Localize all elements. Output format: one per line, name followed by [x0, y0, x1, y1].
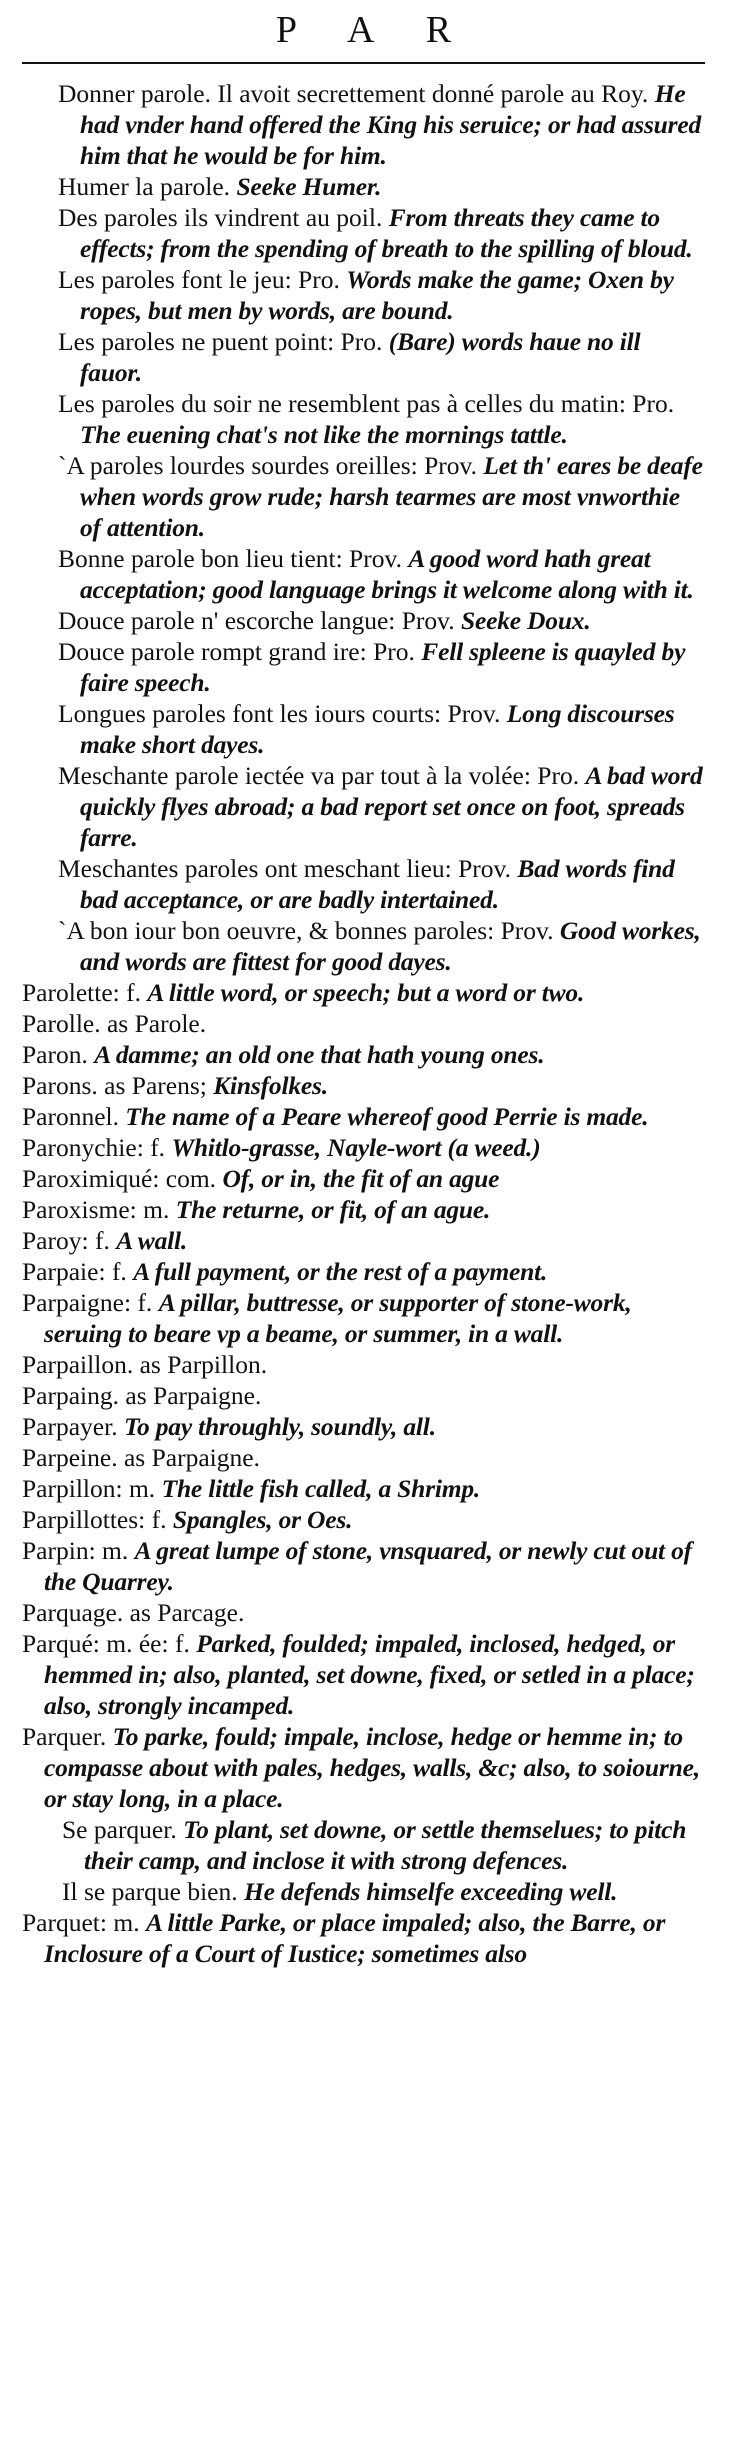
entry-headword: `A paroles lourdes sourdes oreilles: Prov. [58, 451, 478, 480]
running-head: P A R [275, 9, 474, 51]
entry-headword: Parqué: [22, 1629, 100, 1658]
dictionary-entry [22, 977, 705, 1008]
entry-grammar: f. [94, 1226, 110, 1255]
entry-definition: From threats they came to effects; from the spending of breath to the spilling of bloud. [80, 203, 693, 263]
dictionary-entry [22, 1349, 705, 1380]
entry-definition: Let th' eares be deafe when words grow rude; harsh tearmes are most vnworthie of attention. [80, 451, 703, 542]
entry-headword: Parpillon: [22, 1474, 123, 1503]
entry-definition: A good word hath great acceptation; good language brings it welcome along with it. [80, 544, 694, 604]
dictionary-entry [22, 1597, 705, 1628]
dictionary-entry [22, 1628, 705, 1721]
dictionary-entry [22, 264, 705, 326]
entry-definition: Seeke Humer. [236, 172, 382, 201]
entry-definition: To pay throughly, soundly, all. [123, 1412, 436, 1441]
entry-definition: A damme; an old one that hath young ones. [94, 1040, 545, 1069]
entry-headword: Paronnel. [22, 1102, 120, 1131]
entry-headword: Paronychie: [22, 1133, 144, 1162]
entry-grammar: com. [165, 1164, 217, 1193]
entry-headword: Meschantes paroles ont meschant lieu: Prov. [58, 854, 511, 883]
entry-headword: Les paroles font le jeu: Pro. [58, 265, 340, 294]
entry-definition: The name of a Peare whereof good Perrie is made. [125, 1102, 649, 1131]
entry-headword: Paroxisme: [22, 1195, 137, 1224]
dictionary-entry [22, 605, 705, 636]
dictionary-entry [22, 760, 705, 853]
entry-headword: Paroy: [22, 1226, 89, 1255]
entry-definition: Good workes, and words are fittest for good dayes. [80, 916, 701, 976]
entry-headword: Bonne parole bon lieu tient: Prov. [58, 544, 402, 573]
entry-headword: Parpayer. [22, 1412, 118, 1441]
entry-grammar: m. [102, 1536, 129, 1565]
entry-definition: Bad words find bad acceptance, or are badly intertained. [80, 854, 675, 914]
entry-grammar: m. [113, 1908, 140, 1937]
entry-grammar: as Parpaigne. [123, 1443, 260, 1472]
dictionary-entry [22, 1876, 705, 1907]
dictionary-entry [22, 1411, 705, 1442]
entry-headword: Parpin: [22, 1536, 96, 1565]
dictionary-entry [22, 202, 705, 264]
dictionary-entry [22, 1008, 705, 1039]
entry-grammar: as Parpillon. [139, 1350, 268, 1379]
entry-definition: To parke, fould; impale, inclose, hedge or hemme in; to compasse about with pales, hedges, walls, &c; also, to soiourne, or stay long, in a place. [44, 1722, 700, 1813]
entry-grammar: f. [111, 1257, 127, 1286]
header-rule [22, 62, 705, 64]
dictionary-entry [22, 1039, 705, 1070]
entry-definition: Of, or in, the fit of an ague [222, 1164, 500, 1193]
entry-headword: Humer la parole. [58, 172, 231, 201]
dictionary-entry [22, 543, 705, 605]
dictionary-entry [22, 1163, 705, 1194]
entry-headword: Des paroles ils vindrent au poil. [58, 203, 383, 232]
entry-headword: Donner parole. Il avoit secrettement donné parole au Roy. [58, 79, 649, 108]
entry-grammar: as Parole. [106, 1009, 207, 1038]
dictionary-entry [22, 1380, 705, 1411]
entry-headword: `A bon iour bon oeuvre, & bonnes paroles: Prov. [58, 916, 554, 945]
entry-grammar: m. [143, 1195, 170, 1224]
dictionary-entry [22, 1287, 705, 1349]
entry-grammar: as Parcage. [129, 1598, 245, 1627]
entry-definition: A pillar, buttresse, or supporter of stone-work, seruing to beare vp a beame, or summer, in a wall. [44, 1288, 632, 1348]
entry-definition: A bad word quickly flyes abroad; a bad report set once on foot, spreads farre. [80, 761, 703, 852]
entry-headword: Parpaie: [22, 1257, 106, 1286]
dictionary-entry [22, 1101, 705, 1132]
entry-grammar: f. [137, 1288, 153, 1317]
entry-headword: Se parquer. [62, 1815, 177, 1844]
entry-headword: Les paroles ne puent point: Pro. [58, 327, 383, 356]
dictionary-entry [22, 1535, 705, 1597]
dictionary-entry [22, 1194, 705, 1225]
dictionary-entry [22, 1721, 705, 1814]
entry-headword: Parquage. [22, 1598, 124, 1627]
entry-headword: Parolette: [22, 978, 120, 1007]
entry-definition: (Bare) words haue no ill fauor. [80, 327, 641, 387]
entry-definition: A little word, or speech; but a word or two. [147, 978, 585, 1007]
entry-headword: Meschante parole iectée va par tout à la volée: Pro. [58, 761, 580, 790]
entry-headword: Il se parque bien. [62, 1877, 238, 1906]
entry-definition: The little fish called, a Shrimp. [161, 1474, 481, 1503]
entry-headword: Parolle. [22, 1009, 101, 1038]
dictionary-entry [22, 1814, 705, 1876]
dictionary-entry [22, 1256, 705, 1287]
entry-grammar: as Parpaigne. [125, 1381, 262, 1410]
entry-grammar: f. [126, 978, 141, 1007]
entry-definition: Whitlo-grasse, Nayle-wort (a weed.) [171, 1133, 541, 1162]
dictionary-entry [22, 1504, 705, 1535]
entry-definition: Seeke Doux. [461, 606, 591, 635]
entry-grammar: m. ée: f. [106, 1629, 190, 1658]
entry-definition: A full payment, or the rest of a payment. [133, 1257, 548, 1286]
dictionary-entry [22, 1907, 705, 1969]
entry-definition: Spangles, or Oes. [172, 1505, 353, 1534]
entry-headword: Parons. [22, 1071, 98, 1100]
dictionary-entry [22, 1132, 705, 1163]
entry-definition: Fell spleene is quayled by faire speech. [80, 637, 686, 697]
entry-headword: Douce parole n' escorche langue: Prov. [58, 606, 455, 635]
entry-headword: Parpeine. [22, 1443, 118, 1472]
dictionary-entry [22, 636, 705, 698]
entry-headword: Parpaigne: [22, 1288, 132, 1317]
entry-definition: The returne, or fit, of an ague. [175, 1195, 491, 1224]
dictionary-entry [22, 1225, 705, 1256]
entry-headword: Parquer. [22, 1722, 107, 1751]
entry-definition: The euening chat's not like the mornings tattle. [80, 420, 568, 449]
entry-definition: A little Parke, or place impaled; also, the Barre, or Inclosure of a Court of Iustice; sometimes also [44, 1908, 666, 1968]
dictionary-entry [22, 388, 705, 450]
entry-headword: Parquet: [22, 1908, 107, 1937]
entry-headword: Longues paroles font les iours courts: Prov. [58, 699, 501, 728]
entry-definition: Words make the game; Oxen by ropes, but men by words, are bound. [80, 265, 674, 325]
dictionary-entry [22, 1473, 705, 1504]
entry-definition: A wall. [116, 1226, 188, 1255]
dictionary-entry [22, 78, 705, 171]
entry-headword: Paron. [22, 1040, 88, 1069]
entry-list [22, 78, 705, 1969]
dictionary-entry [22, 450, 705, 543]
dictionary-entry [22, 1442, 705, 1473]
entry-definition: A great lumpe of stone, vnsquared, or newly cut out of the Quarrey. [44, 1536, 692, 1596]
entry-definition: He had vnder hand offered the King his seruice; or had assured him that he would be for him. [80, 79, 702, 170]
entry-headword: Parpaing. [22, 1381, 120, 1410]
dictionary-entry [22, 915, 705, 977]
dictionary-entry [22, 1070, 705, 1101]
entry-headword: Douce parole rompt grand ire: Pro. [58, 637, 415, 666]
entry-grammar: m. [128, 1474, 156, 1503]
entry-grammar: f. [151, 1505, 167, 1534]
entry-grammar: as Parens; [104, 1071, 207, 1100]
entry-definition: He defends himselfe exceeding well. [243, 1877, 618, 1906]
entry-definition: Parked, foulded; impaled, inclosed, hedged, or hemmed in; also, planted, set downe, fixed, or setled in a place; also, strongly incamped. [44, 1629, 695, 1720]
entry-headword: Les paroles du soir ne resemblent pas à celles du matin: Pro. [58, 389, 675, 418]
entry-definition: Kinsfolkes. [213, 1071, 328, 1100]
entry-headword: Parpaillon. [22, 1350, 134, 1379]
entry-definition: Long discourses make short dayes. [80, 699, 675, 759]
dictionary-entry [22, 326, 705, 388]
entry-grammar: f. [150, 1133, 166, 1162]
entry-headword: Parpillottes: [22, 1505, 146, 1534]
entry-definition: To plant, set downe, or settle themselues; to pitch their camp, and inclose it with strong defences. [84, 1815, 687, 1875]
dictionary-entry [22, 698, 705, 760]
dictionary-entry [22, 853, 705, 915]
dictionary-entry [22, 171, 705, 202]
entry-headword: Paroximiqué: [22, 1164, 160, 1193]
